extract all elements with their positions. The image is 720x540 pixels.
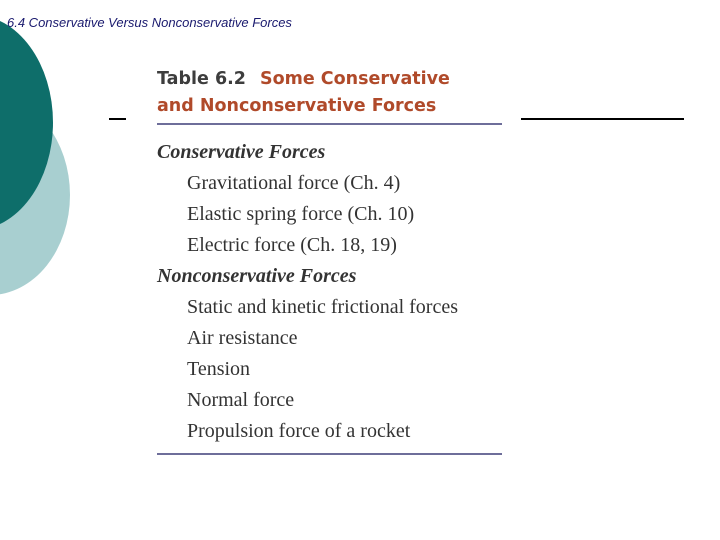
- table-row: Gravitational force (Ch. 4): [187, 172, 401, 194]
- table-rule-bottom: [157, 453, 502, 455]
- table-caption-line1: Some Conservative: [259, 69, 450, 89]
- table-row: Electric force (Ch. 18, 19): [187, 234, 397, 256]
- table-rule-top: [157, 123, 502, 125]
- table-caption-line2: and Nonconservative Forces: [157, 96, 437, 116]
- section-heading-nonconservative: Nonconservative Forces: [157, 265, 357, 287]
- forces-table: [157, 66, 502, 455]
- section-heading-conservative: Conservative Forces: [157, 141, 326, 163]
- table-heading: [157, 66, 502, 120]
- table-row: Elastic spring force (Ch. 10): [187, 203, 415, 225]
- table-label: Table 6.2: [157, 69, 246, 89]
- table-row: Tension: [187, 358, 251, 380]
- table-row: Propulsion force of a rocket: [187, 420, 411, 442]
- table-row: Normal force: [187, 389, 295, 411]
- divider-left: [109, 118, 126, 120]
- table-row: Static and kinetic frictional forces: [187, 296, 459, 318]
- divider-right: [521, 118, 684, 120]
- slide-title: 6.4 Conservative Versus Nonconservative Forces: [7, 15, 292, 30]
- table-row: Air resistance: [187, 327, 298, 349]
